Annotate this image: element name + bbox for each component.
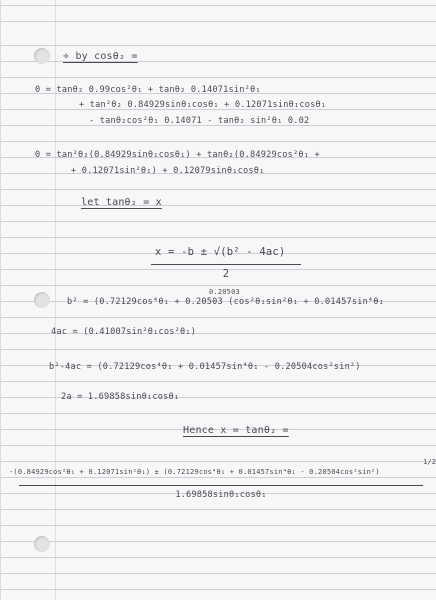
punch-hole bbox=[34, 292, 50, 308]
result-heading: Hence x = tanθ₂ = bbox=[183, 425, 289, 436]
substitution-heading: let tanθ₂ = x bbox=[81, 197, 162, 208]
punch-hole bbox=[34, 536, 50, 552]
equation-line: - tanθ₂cos²θ₁ 0.14071 - tanθ₂ sin²θ₁ 0.02 bbox=[89, 116, 310, 126]
equation-line: 2a = 1.69858sinθ₁cosθ₁ bbox=[61, 392, 180, 402]
equation-line: + tan²θ₂ 0.84929sinθ₁cosθ₁ + 0.12071sinθ₁cosθ₁ bbox=[79, 100, 327, 110]
equation-line: b²-4ac = (0.72129cos⁴θ₁ + 0.01457sin⁴θ₁ - 0.20504cos²sin²) bbox=[49, 362, 361, 372]
note-above: 0.20503 bbox=[209, 288, 240, 296]
equation-line: + 0.12071sin²θ₁) + 0.12079sinθ₁cosθ₁ bbox=[71, 166, 265, 176]
equation-line: 4ac = (0.41007sin²θ₁cos²θ₁) bbox=[51, 327, 197, 337]
quadratic-denominator: 2 bbox=[222, 268, 230, 280]
final-denominator: 1.69858sinθ₁cosθ₁ bbox=[175, 490, 267, 500]
punch-hole bbox=[34, 48, 50, 64]
equation-line: 0 = tan²θ₂(0.84929sinθ₁cosθ₁) + tanθ₂(0.84929cos²θ₁ + bbox=[35, 150, 320, 160]
quadratic-numerator: x = -b ± √(b² - 4ac) bbox=[155, 246, 286, 258]
exponent: 1/2 bbox=[423, 458, 436, 466]
equation-line: b² = (0.72129cos⁴θ₁ + 0.20503 (cos²θ₁sin²θ₁ + 0.01457sin⁴θ₁ bbox=[67, 297, 385, 307]
fraction-line bbox=[19, 485, 423, 486]
final-numerator: -(0.84929cos²θ₁ + 0.12071sin²θ₁) ± (0.72129cos⁴θ₁ + 0.01457sin⁴θ₁ - 0.20504cos²sin²) bbox=[9, 468, 380, 476]
section-heading: ÷ by cosθ₂ = bbox=[63, 51, 138, 62]
equation-line: 0 = tanθ₂ 0.99cos²θ₁ + tanθ₂ 0.14071sin²θ₁ bbox=[35, 85, 261, 95]
fraction-line bbox=[151, 264, 301, 265]
